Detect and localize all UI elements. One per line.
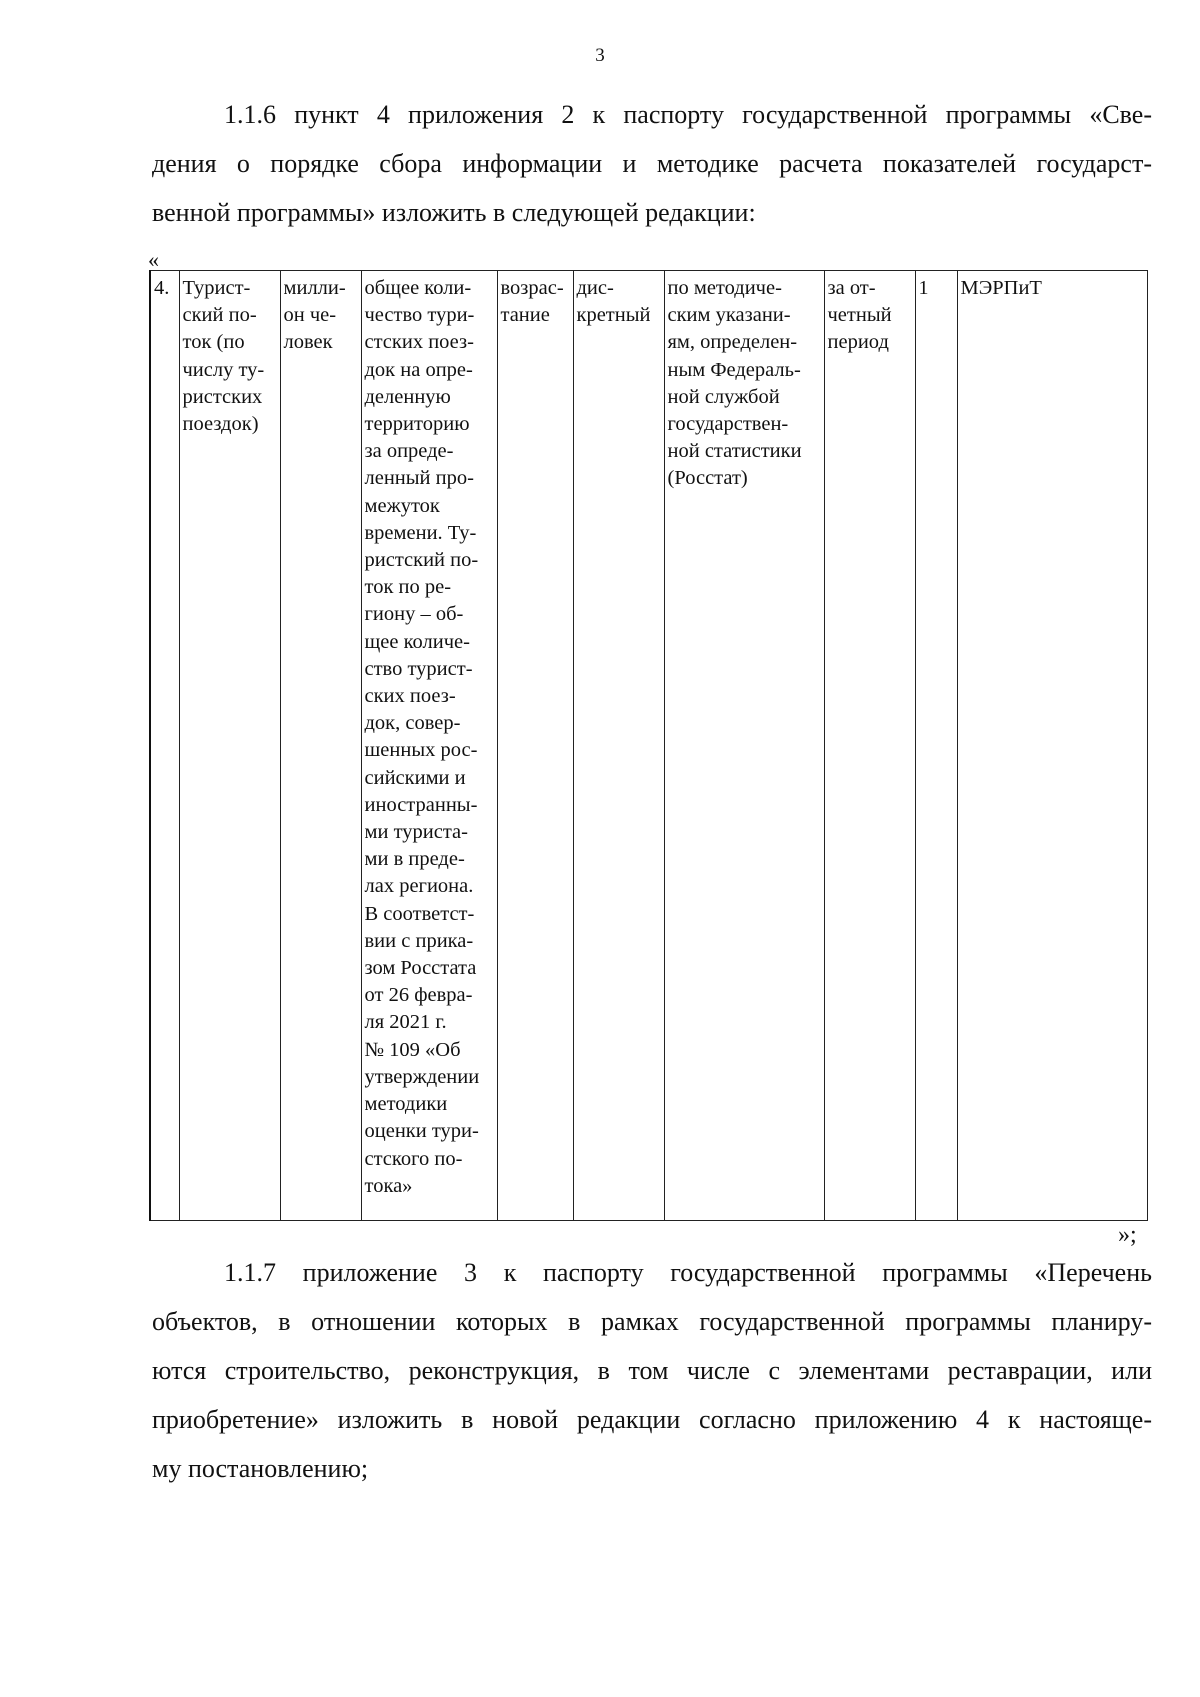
cell-line: ля 2021 г. xyxy=(364,1011,447,1034)
amendment-paragraph-1-1-7 xyxy=(152,1248,1152,1493)
cell-line: ских поез- xyxy=(364,685,456,708)
cell-line: от 26 февра- xyxy=(364,984,473,1007)
cell-line: ной службой xyxy=(667,385,780,408)
cell-line: ристский по- xyxy=(364,549,479,572)
cell-line: чество тури- xyxy=(364,304,475,327)
cell-line: № 109 «Об xyxy=(364,1038,461,1061)
cell-line: ным Федераль- xyxy=(667,358,801,381)
cell-line: сийскими и xyxy=(364,766,466,789)
cell-line: возрас- xyxy=(500,277,564,299)
cell-line: ский по- xyxy=(182,304,257,327)
cell-definition xyxy=(361,271,497,1221)
cell-responsible: МЭРПиТ xyxy=(957,271,1147,1221)
indicator-table xyxy=(149,270,1148,1221)
paragraph-line: венной программы» изложить в следующей редакции: xyxy=(152,198,756,227)
cell-line: ям, определен- xyxy=(667,331,798,354)
paragraph-line: объектов, в отношении которых в рамках государственной программы планиру- xyxy=(152,1307,1152,1336)
cell-line: ток (по xyxy=(182,331,245,354)
cell-period xyxy=(824,271,915,1221)
cell-line: период xyxy=(827,331,889,354)
cell-line: за от- xyxy=(827,277,876,299)
cell-indicator-type xyxy=(573,271,664,1221)
cell-line: ток по ре- xyxy=(364,576,452,599)
cell-method xyxy=(664,271,824,1221)
cell-line: стских поез- xyxy=(364,331,474,354)
cell-line: утверждении xyxy=(364,1065,480,1088)
closing-quote-mark: »; xyxy=(1118,1222,1137,1248)
cell-line: док на опре- xyxy=(364,358,473,381)
cell-row-number: 4. xyxy=(150,271,179,1221)
cell-line: тание xyxy=(500,304,550,327)
cell-line: щее количе- xyxy=(364,630,470,653)
cell-line: гиону – об- xyxy=(364,603,464,626)
cell-line: числу ту- xyxy=(182,358,265,381)
cell-indicator-name xyxy=(179,271,280,1221)
cell-line: (Росстат) xyxy=(667,467,748,490)
cell-line: В соответст- xyxy=(364,902,475,925)
cell-line: вии с прика- xyxy=(364,929,474,952)
cell-line: ловек xyxy=(283,331,333,354)
cell-line: деленную xyxy=(364,385,451,408)
cell-line: методики xyxy=(364,1093,448,1116)
paragraph-line: ются строительство, реконструкция, в том числе с элементами реставрации, или xyxy=(152,1356,1152,1385)
cell-line: ленный про- xyxy=(364,467,474,490)
paragraph-line: 1.1.7 приложение 3 к паспорту государственной программы «Перечень xyxy=(224,1258,1152,1287)
cell-line: стского по- xyxy=(364,1147,463,1170)
cell-line: он че- xyxy=(283,304,337,327)
cell-line: дис- xyxy=(576,277,614,299)
cell-line: ским указани- xyxy=(667,304,791,327)
cell-line: ристских xyxy=(182,385,263,408)
cell-line: шенных рос- xyxy=(364,739,478,762)
cell-line: по методиче- xyxy=(667,277,782,299)
paragraph-line: 1.1.6 пункт 4 приложения 2 к паспорту государственной программы «Све- xyxy=(224,100,1152,129)
cell-line: ми туриста- xyxy=(364,821,468,844)
cell-line: лах региона. xyxy=(364,875,474,898)
cell-line: оценки тури- xyxy=(364,1120,479,1143)
opening-quote-mark: « xyxy=(148,247,159,272)
cell-line: ство турист- xyxy=(364,657,473,680)
cell-line: милли- xyxy=(283,277,346,299)
cell-line: ми в преде- xyxy=(364,848,465,871)
cell-dynamics xyxy=(497,271,573,1221)
amendment-paragraph-1-1-6 xyxy=(152,90,1152,237)
cell-line: межуток xyxy=(364,494,440,517)
cell-line: территорию xyxy=(364,413,470,436)
paragraph-line: дения о порядке сбора информации и методике расчета показателей государст- xyxy=(152,149,1152,178)
cell-line: ной статистики xyxy=(667,440,802,463)
cell-line: общее коли- xyxy=(364,277,472,299)
paragraph-line: му постановлению; xyxy=(152,1454,369,1483)
cell-line: за опреде- xyxy=(364,440,454,463)
page-number: 3 xyxy=(595,45,605,66)
cell-line: зом Росстата xyxy=(364,957,477,980)
paragraph-line: приобретение» изложить в новой редакции согласно приложению 4 к настояще- xyxy=(152,1405,1152,1434)
cell-line: государствен- xyxy=(667,413,789,436)
cell-line: времени. Ту- xyxy=(364,521,477,544)
cell-code: 1 xyxy=(915,271,957,1221)
cell-line: иностранны- xyxy=(364,793,478,816)
cell-line: док, совер- xyxy=(364,712,461,735)
cell-line: тока» xyxy=(364,1174,413,1197)
cell-unit xyxy=(280,271,361,1221)
cell-line: четный xyxy=(827,304,892,327)
cell-line: поездок) xyxy=(182,413,259,436)
cell-line: кретный xyxy=(576,304,651,327)
table-row xyxy=(150,271,1147,1221)
cell-line: Турист- xyxy=(182,277,251,299)
